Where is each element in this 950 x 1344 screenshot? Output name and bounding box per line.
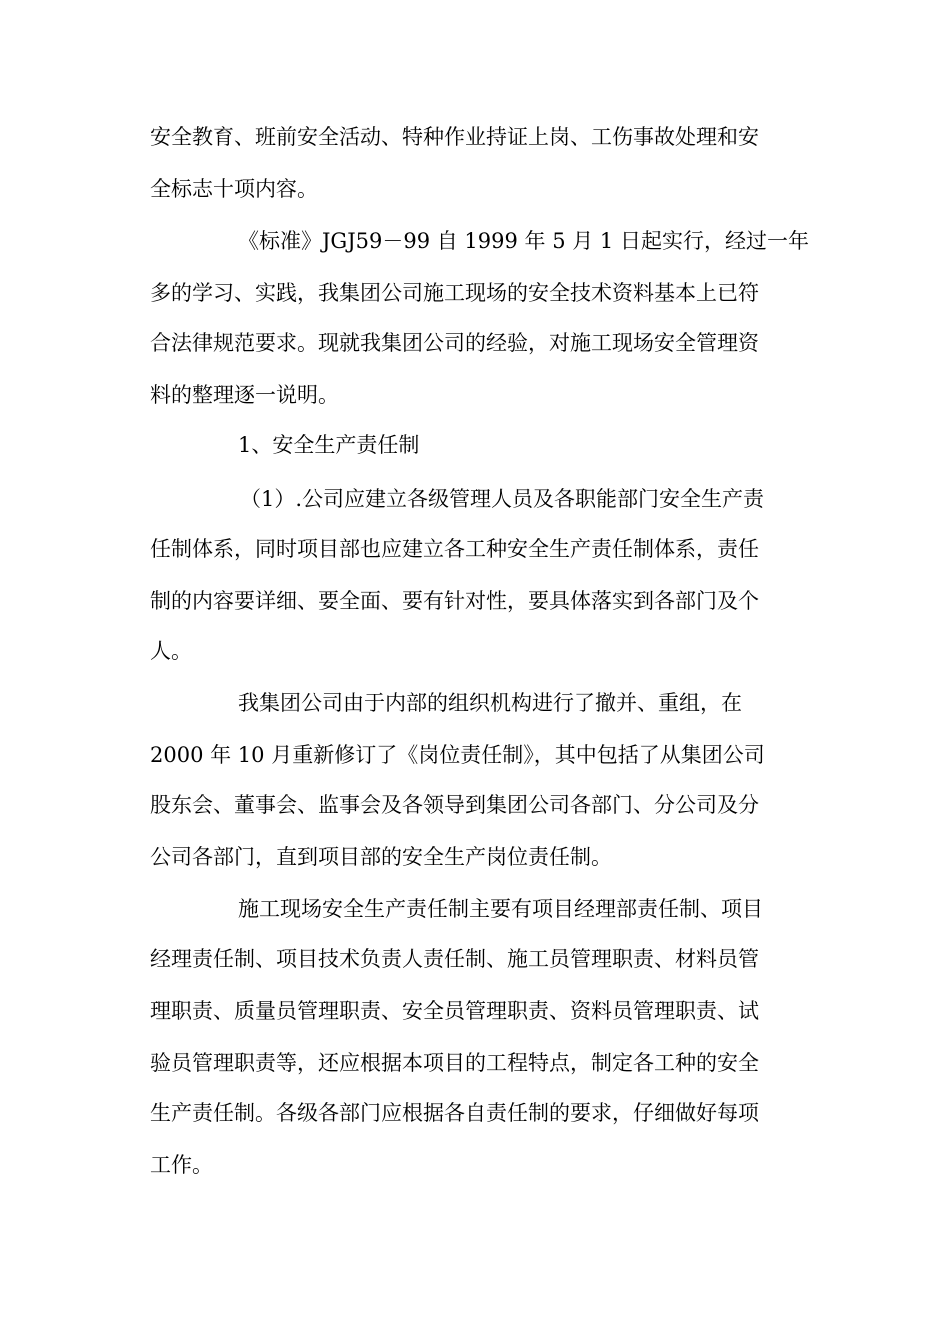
text-line: 理职责、质量员管理职责、安全员管理职责、资料员管理职责、试 [150,999,759,1023]
text-line: 制的内容要详细、要全面、要有针对性，要具体落实到各部门及个 [150,589,759,613]
text-line: 经理责任制、项目技术负责人责任制、施工员管理职责、材料员管 [150,947,759,971]
text-line: 验员管理职责等，还应根据本项目的工程特点，制定各工种的安全 [150,1051,759,1075]
text-line: 料的整理逐一说明。 [150,383,339,407]
text-line: 施工现场安全生产责任制主要有项目经理部责任制、项目 [238,897,763,921]
text-line: 人。 [150,639,192,663]
section-heading: 1、安全生产责任制 [238,433,420,457]
text-line: 安全教育、班前安全活动、特种作业持证上岗、工伤事故处理和安 [150,125,759,149]
text-line: 多的学习、实践，我集团公司施工现场的安全技术资料基本上已符 [150,281,759,305]
text-line: 股东会、董事会、监事会及各领导到集团公司各部门、分公司及分 [150,793,759,817]
text-line: 《标准》JGJ59－99 自 1999 年 5 月 1 日起实行，经过一年 [238,229,809,253]
text-line: 我集团公司由于内部的组织机构进行了撤并、重组，在 [238,691,742,715]
text-line: 全标志十项内容。 [150,177,318,201]
text-line: 任制体系，同时项目部也应建立各工种安全生产责任制体系，责任 [150,537,759,561]
text-line: 公司各部门，直到项目部的安全生产岗位责任制。 [150,845,612,869]
text-line: 生产责任制。各级各部门应根据各自责任制的要求，仔细做好每项 [150,1101,759,1125]
text-line: （1）.公司应建立各级管理人员及各职能部门安全生产责 [240,487,765,511]
text-line: 工作。 [150,1153,213,1177]
text-line: 合法律规范要求。现就我集团公司的经验，对施工现场安全管理资 [150,331,759,355]
text-line: 2000 年 10 月重新修订了《岗位责任制》，其中包括了从集团公司 [150,743,765,767]
